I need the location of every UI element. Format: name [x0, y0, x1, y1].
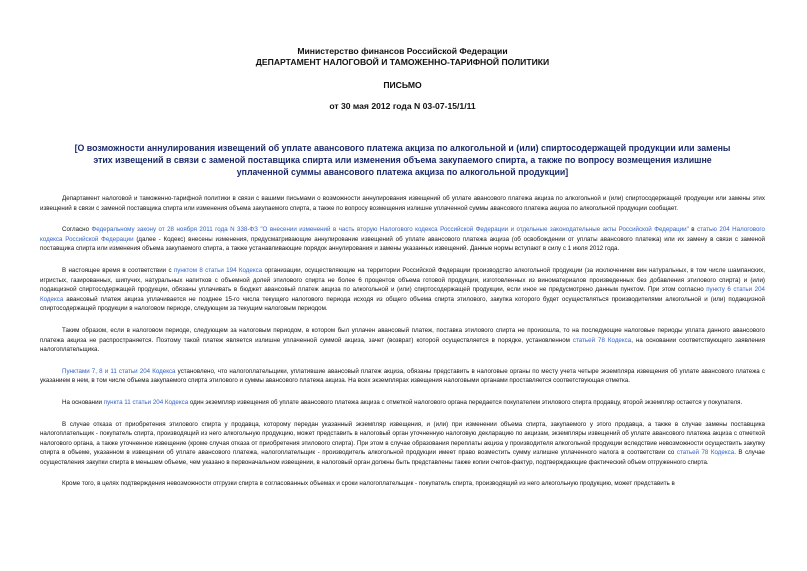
department-name: ДЕПАРТАМЕНТ НАЛОГОВОЙ И ТАМОЖЕННО-ТАРИФНОЙ ПОЛИТИКИ [255, 57, 550, 67]
document-date-number: от 30 мая 2012 года N 03-07-15/1/11 [329, 101, 476, 111]
legal-reference-link[interactable]: пункту 6 статьи 204 Кодекса [40, 286, 765, 303]
paragraph-text: На основании [62, 398, 104, 406]
legal-reference-link[interactable]: Федеральному закону от 28 ноября 2011 года N 338-ФЗ "О внесении изменений в часть вторую Налогового кодекса Российской Федерации и отдельные законодательные акты Российской Федерации" [91, 226, 689, 234]
body-paragraph [40, 326, 765, 355]
paragraph-text: в [688, 226, 698, 234]
paragraph-text: один экземпляр извещения об уплате авансового платежа акциза с отметкой налогового органа передается покупателем этилового спирта продавцу, второй экземпляр остается у покупателя. [188, 398, 743, 406]
paragraph-text: В случае отказа от приобретения этилового спирта у продавца, которому передан указанный экземпляр извещения, и (или) при изменении объема спирта, закупаемого у этого продавца, а также в случае замены поставщика налогоплательщик - покупатель спирта, производящий из него алкогольную продукцию, может представить в налоговый орган уточненную налоговую декларацию по акцизам, экземпляры извещений об уплате авансового платежа акциза с отметкой налогового органа, а также уточненное извещение (кроме случая отказа от приобретения этилового спирта). При этом в случае образования переплаты акциза у производителя алкогольной продукции вследствие невозможности осуществить закупку спирта в объеме, указанном в извещении об уплате авансового платежа, налогоплательщик - производитель алкогольной продукции имеет право возместить сумму излишне уплаченного налога в соответствии со [40, 420, 765, 457]
paragraph-text: авансовый платеж акциза уплачивается не позднее 15-го числа текущего налогового периода исходя из общего объема спирта этилового, закупка которого будет осуществляться производителями алкогольной и (или) подакцизной спиртосодержащей продукции в налоговом периоде, следующем за текущим налоговым периодом. [40, 295, 765, 313]
paragraph-text: Кроме того, в целях подтверждения невозможности отгрузки спирта в согласованных объемах и сроки налогоплательщик - покупатель спирта, производящий из него алкогольную продукцию, может представить в [62, 480, 675, 488]
body-paragraph [40, 266, 765, 314]
paragraph-text: . В случае осуществления закупки спирта в меньшем объеме, чем указано в первоначальном извещении, в налоговый орган должны быть представлены также копии счетов-фактур, подтверждающие фактический объем отгруженного спирта. [40, 449, 765, 466]
paragraph-text: организации, осуществляющие на территории Российской Федерации производство алкогольной продукции (за исключением вин натуральных, в том числе шампанских, игристых, газированных, шипучих, натуральных напитков с объемной долей этилового спирта не более 6 процентов объема готовой продукции, изготовленных из виноматериалов произведенных без добавления этилового спирта) и (или) подакцизной спиртосодержащей продукции, обязаны уплачивать в бюджет авансовый платеж акциза по алкогольной и (или) спиртосодержащей продукции, если иное не предусмотрено данным пунктом. При этом согласно [40, 266, 765, 294]
body-paragraph [40, 479, 765, 489]
document-type: ПИСЬМО [383, 80, 422, 90]
body-paragraph [40, 367, 765, 386]
paragraph-text: Согласно [62, 226, 92, 234]
document-body [40, 194, 765, 489]
legal-reference-link[interactable]: пунктом 8 статьи 194 Кодекса [173, 266, 263, 274]
legal-reference-link[interactable]: статью 204 Налогового кодекса Российской Федерации [40, 226, 765, 243]
ministry-name: Министерство финансов Российской Федерации [297, 46, 508, 56]
paragraph-text: Таким образом, если в налоговом периоде, следующем за налоговым периодом, в котором был уплачен авансовый платеж, поставка этилового спирта не произошла, то на последующие налоговые периоды уплата данного авансового платежа акциза не распространяется. Поэтому такой платеж является излишне уплаченной суммой акциза, зачет (возврат) которой осуществляется в порядке, установленном [40, 326, 765, 344]
body-paragraph [40, 194, 765, 213]
paragraph-text: , на основании соответствующего заявления налогоплательщика. [40, 336, 765, 354]
paragraph-text: Департамент налоговой и таможенно-тарифной политики в связи с вашими письмами о возможности аннулирования извещений об уплате авансового платежа акциза по алкогольной и (или) спиртосодержащей продукции или замены этих извещений в связи с заменой поставщика спирта или изменения объема закупаемого спирта, а также по вопросу возмещения излишне уплаченной суммы авансового платежа акциза по алкогольной продукции сообщает. [40, 195, 765, 212]
paragraph-text: (далее - Кодекс) внесены изменения, предусматривающие аннулирование извещений об уплате авансового платежа акциза (об освобождении от уплаты авансового платежа) или их замену в связи с заменой поставщика спирта или изменения объема закупаемого спирта, а также устанавливающие порядок аннулирования и замены указанных извещений. Данные нормы вступают в силу с 1 июля 2012 года. [40, 235, 765, 253]
legal-reference-link[interactable]: статьей 78 Кодекса [572, 336, 632, 344]
body-paragraph [40, 398, 765, 408]
legal-reference-link[interactable]: статьей 78 Кодекса [676, 449, 735, 457]
body-paragraph [40, 225, 765, 254]
paragraph-text: установлено, что налогоплательщики, уплатившие авансовый платеж акциза, обязаны представить в налоговые органы по месту учета четыре экземпляра извещения об уплате авансового платежа с указанием в нем, в том числе объема закупаемого спирта этилового и суммы авансового платежа акциза. На всех экземплярах извещения налоговыми органами проставляется соответствующая отметка. [40, 367, 765, 385]
paragraph-text: В настоящее время в соответствии с [62, 266, 174, 274]
legal-reference-link[interactable]: пункта 11 статьи 204 Кодекса [103, 398, 189, 406]
document-title: [О возможности аннулирования извещений об уплате авансового платежа акциза по алкогольной и (или) спиртосодержащей продукции или замены этих извещений в связи с заменой поставщика спирта или изменения объема закупаемого спирта, а также по вопросу возмещения излишне уплаченной суммы авансового платежа акциза по алкогольной продукции] [74, 143, 731, 177]
document-header [40, 0, 765, 112]
body-paragraph [40, 420, 765, 468]
legal-reference-link[interactable]: Пунктами 7, 8 и 11 статьи 204 Кодекса [62, 367, 176, 375]
